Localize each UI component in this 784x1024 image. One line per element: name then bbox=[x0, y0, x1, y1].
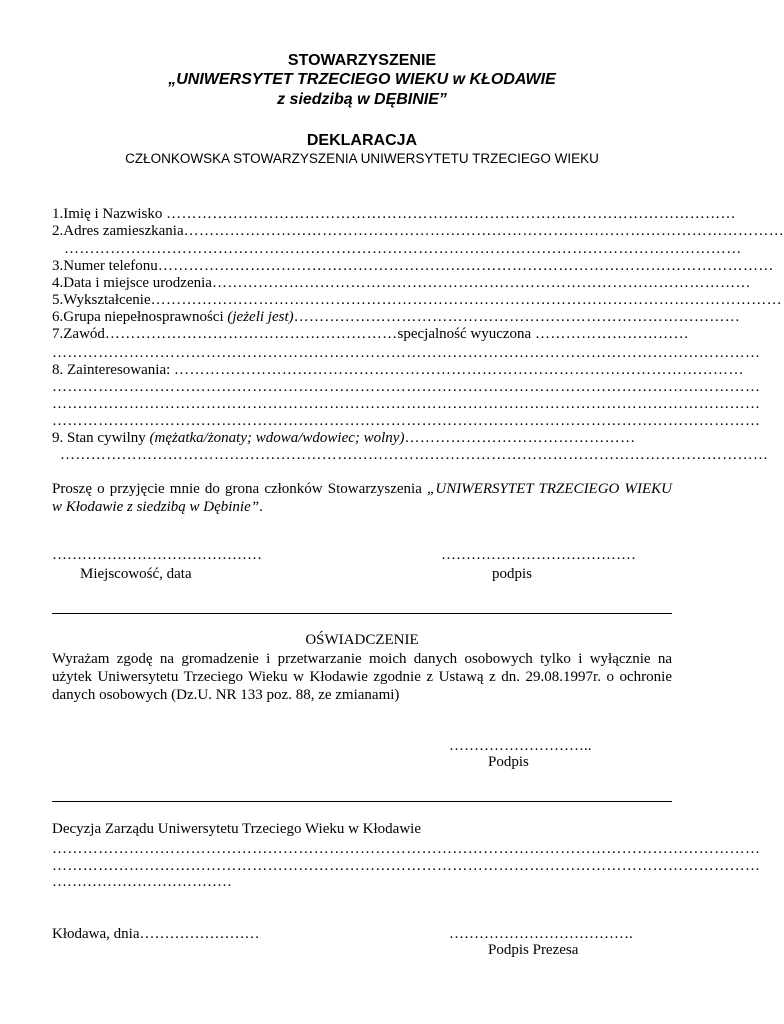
field-civil-status-line-2[interactable]: ………………………………………………………………………………………………………………………… bbox=[60, 447, 769, 463]
statement-text: Wyrażam zgodę na gromadzenie i przetwarzanie moich danych osobowych tylko i wyłącznie na użytek Uniwersytetu Trzeciego Wieku w Kłodawie zgodnie z Ustawą z dn. 29.08.1997r. o ochronie danych osobowych (Dz.U. NR 133 poz. 88, ze zmianami) bbox=[52, 651, 672, 703]
divider bbox=[52, 613, 672, 614]
signature-label: podpis bbox=[492, 566, 533, 582]
membership-request-text: Proszę o przyjęcie mnie do grona członków Stowarzyszenia bbox=[52, 481, 428, 497]
field-interests-line-3[interactable]: ………………………………………………………………………………………………………………………… bbox=[52, 396, 761, 412]
decision-date-label: Kłodawa, dnia bbox=[52, 926, 140, 942]
document-title: DEKLARACJA bbox=[306, 132, 418, 149]
field-birth[interactable]: 4.Data i miejsce urodzenia…………………………………………………………………………………………… bbox=[52, 275, 751, 291]
decision-title: Decyzja Zarządu Uniwersytetu Trzeciego Wieku w Kłodawie bbox=[52, 821, 421, 837]
place-date-label: Miejscowość, data bbox=[80, 566, 192, 582]
field-profession[interactable]: 7.Zawód…………………………………………………specjalność wyuczona ………………………… bbox=[52, 326, 689, 342]
signature-field[interactable]: ………………………………… bbox=[441, 547, 636, 563]
field-name[interactable]: 1.Imię i Nazwisko ………………………………………………………………………………………………… bbox=[52, 206, 736, 222]
field-interests-line-2[interactable]: ………………………………………………………………………………………………………………………… bbox=[52, 379, 761, 395]
field-birth-label: 4.Data i miejsce urodzenia bbox=[52, 275, 212, 291]
decision-line-2[interactable]: ………………………………………………………………………………………………………………………… bbox=[52, 858, 761, 874]
field-civil-status-note: (mężatka/żonaty; wdowa/wdowiec; wolny) bbox=[149, 430, 405, 446]
president-signature-field[interactable]: ………………………………. bbox=[449, 926, 633, 942]
org-seat-line: z siedzibą w DĘBINIE” bbox=[277, 91, 447, 108]
field-phone-label: 3.Numer telefonu bbox=[52, 258, 158, 274]
document-subtitle: CZŁONKOWSKA STOWARZYSZENIA UNIWERSYTETU TRZECIEGO WIEKU bbox=[125, 151, 599, 166]
field-profession-label: 7.Zawód bbox=[52, 326, 105, 342]
field-education-label: 5.Wykształcenie bbox=[52, 292, 151, 308]
field-education[interactable]: 5.Wykształcenie…………………………………………………………………………………………………………… bbox=[52, 292, 783, 308]
divider-2 bbox=[52, 801, 672, 802]
membership-request bbox=[52, 480, 672, 516]
field-civil-status-label: 9. Stan cywilny bbox=[52, 430, 150, 446]
field-address-label: 2.Adres zamieszkania bbox=[52, 223, 184, 239]
field-disability[interactable]: 6.Grupa niepełnosprawności (jeżeli jest)…………………………………………………………………………… bbox=[52, 309, 741, 325]
field-disability-label: 6.Grupa niepełnosprawności bbox=[52, 309, 228, 325]
decision-line-1[interactable]: ………………………………………………………………………………………………………………………… bbox=[52, 841, 761, 857]
field-phone[interactable]: 3.Numer telefonu………………………………………………………………………………………………………… bbox=[52, 258, 774, 274]
field-interests-label: 8. Zainteresowania: bbox=[52, 362, 175, 378]
place-date-field[interactable]: …………………………………… bbox=[52, 547, 262, 563]
field-profession-line-2[interactable]: ………………………………………………………………………………………………………………………… bbox=[52, 345, 761, 361]
org-name-line-2: „UNIWERSYTET TRZECIEGO WIEKU w KŁODAWIE bbox=[168, 71, 556, 88]
org-name-line: STOWARZYSZENIE bbox=[287, 52, 437, 69]
decision-line-3[interactable]: ……………………………… bbox=[52, 874, 232, 890]
membership-request-end: . bbox=[259, 499, 263, 515]
field-specialty-label: specjalność wyuczona bbox=[397, 326, 535, 342]
statement-signature-label: Podpis bbox=[488, 754, 529, 770]
field-address-line-2[interactable]: …………………………………………………………………………………………………………………… bbox=[64, 241, 742, 257]
field-interests[interactable]: 8. Zainteresowania: ………………………………………………………………………………………………… bbox=[52, 362, 744, 378]
decision-date-dots: …………………… bbox=[139, 926, 260, 942]
president-signature-label: Podpis Prezesa bbox=[488, 942, 579, 958]
field-interests-line-4[interactable]: ………………………………………………………………………………………………………………………… bbox=[52, 413, 761, 429]
decision-date[interactable] bbox=[52, 926, 259, 943]
field-address[interactable]: 2.Adres zamieszkania……………………………………………………………………………………………………… bbox=[52, 223, 784, 239]
field-civil-status[interactable]: 9. Stan cywilny (mężatka/żonaty; wdowa/wdowiec; wolny)……………………………………… bbox=[52, 430, 636, 446]
field-name-label: 1.Imię i Nazwisko bbox=[52, 206, 167, 222]
field-disability-note: (jeżeli jest) bbox=[227, 309, 294, 325]
membership-request-org: „UNIWERSYTET TRZECIEGO WIEKU w Kłodawie z siedzibą w Dębinie” bbox=[52, 481, 672, 515]
statement-title: OŚWIADCZENIE bbox=[305, 632, 419, 648]
statement-signature-field[interactable]: ……………………….. bbox=[449, 738, 592, 754]
